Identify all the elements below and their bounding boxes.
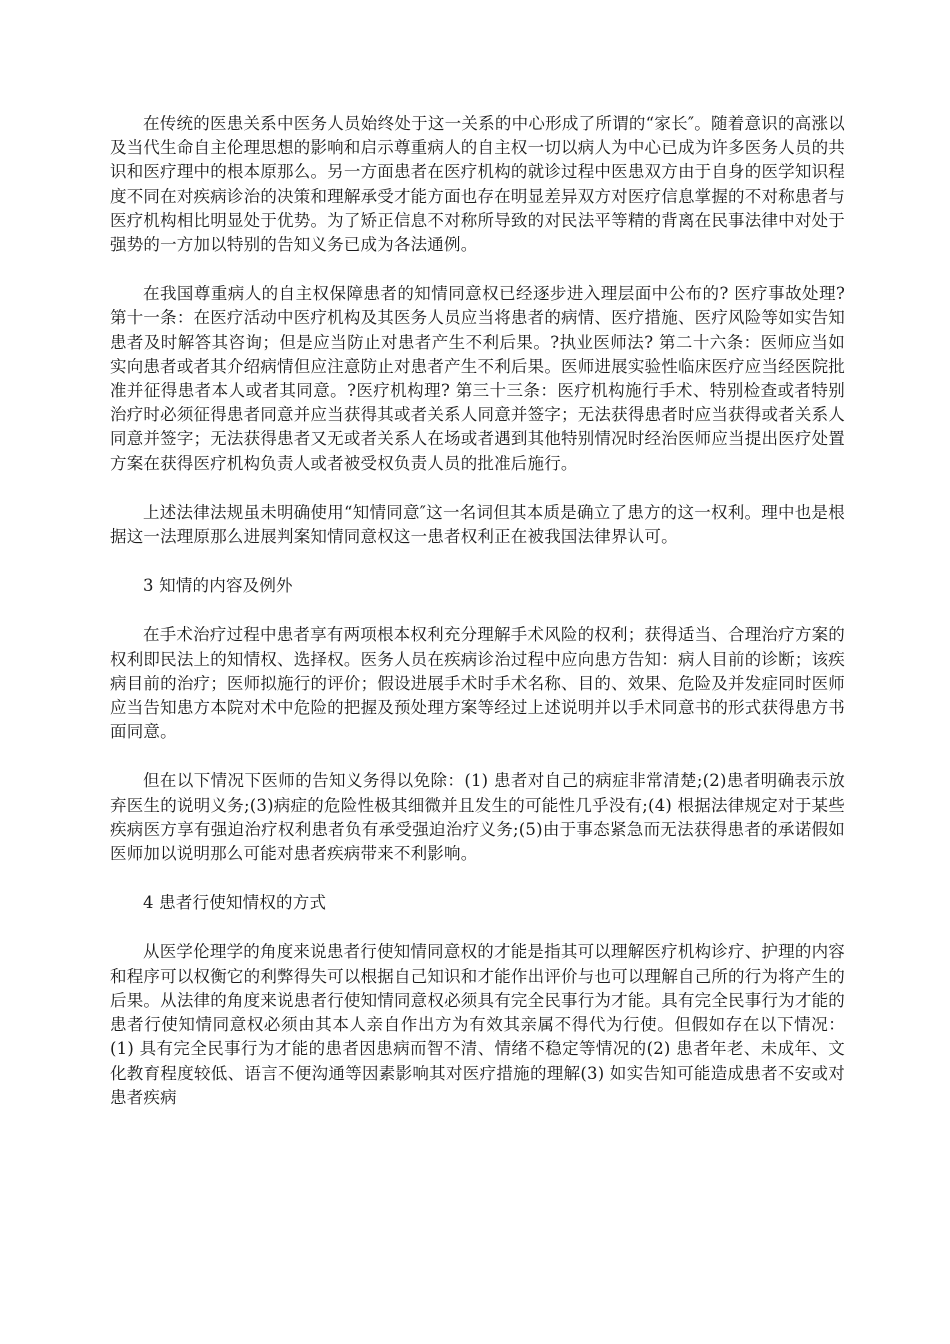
paragraph: 在我国尊重病人的自主权保障患者的知情同意权已经逐步进入理层面中公布的? 医疗事故处理? 第十一条：在医疗活动中医疗机构及其医务人员应当将患者的病情、医疗措施、医疗风险等如实告知患者及时解答其咨询；但是应当防止对患者产生不利后果。?执业医师法? 第二十六条：医师应当如实向患者或者其介绍病情但应注意防止对患者产生不利后果。医师进展实验性临床医疗应当经医院批准并征得患者本人或者其同意。?医疗机构理? 第三十三条：医疗机构施行手术、特别检查或者特别治疗时必须征得患者同意并应当获得其或者关系人同意并签字；无法获得患者时应当获得或者关系人同意并签字；无法获得患者又无或者关系人在场或者遇到其他特别情况时经治医师应当提出医疗处置方案在获得医疗机构负责人或者被受权负责人员的批准后施行。 <box>110 284 845 473</box>
paragraph: 从医学伦理学的角度来说患者行使知情同意权的才能是指其可以理解医疗机构诊疗、护理的内容和程序可以权衡它的利弊得失可以根据自己知识和才能作出评价与也可以理解自己所的行为将产生的后果。从法律的角度来说患者行使知情同意权必须具有完全民事行为才能。具有完全民事行为才能的患者行使知情同意权必须由其本人亲自作出方为有效其亲属不得代为行使。但假如存在以下情况：(1) 具有完全民事行为才能的患者因患病而智不清、情绪不稳定等情况的(2) 患者年老、未成年、文化教育程度较低、语言不便沟通等因素影响其对医疗措施的理解(3) 如实告知可能造成患者不安或对患者疾病 <box>110 942 845 1107</box>
document-body <box>110 112 845 1135</box>
paragraph: 在手术治疗过程中患者享有两项根本权利充分理解手术风险的权利；获得适当、合理治疗方案的权利即民法上的知情权、选择权。医务人员在疾病诊治过程中应向患方告知：病人目前的诊断；该疾病目前的治疗；医师拟施行的评价；假设进展手术时手术名称、目的、效果、危险及并发症同时医师应当告知患方本院对术中危险的把握及预处理方案等经过上述说明并以手术同意书的形式获得患方书面同意。 <box>110 625 845 742</box>
section-heading: 3 知情的内容及例外 <box>143 576 293 596</box>
paragraph: 上述法律法规虽未明确使用“知情同意″这一名词但其本质是确立了患方的这一权利。理中也是根据这一法理原那么进展判案知情同意权这一患者权利正在被我国法律界认可。 <box>110 502 845 547</box>
paragraph: 在传统的医患关系中医务人员始终处于这一关系的中心形成了所谓的“家长″。随着意识的高涨以及当代生命自主伦理思想的影响和启示尊重病人的自主权一切以病人为中心已成为许多医务人员的共识和医疗理中的根本原那么。另一方面患者在医疗机构的就诊过程中医患双方由于自身的医学知识程度不同在对疾病诊治的决策和理解承受才能方面也存在明显差异双方对医疗信息掌握的不对称患者与医疗机构相比明显处于优势。为了矫正信息不对称所导致的对民法平等精的背离在民事法律中对处于强势的一方加以特别的告知义务已成为各法通例。 <box>110 114 845 255</box>
paragraph: 但在以下情况下医师的告知义务得以免除：(1) 患者对自己的病症非常清楚;(2)患者明确表示放弃医生的说明义务;(3)病症的危险性极其细微并且发生的可能性几乎没有;(4) 根据法律规定对于某些疾病医方享有强迫治疗权利患者负有承受强迫治疗义务;(5)由于事态紧急而无法获得患者的承诺假如医师加以说明那么可能对患者疾病带来不利影响。 <box>110 771 845 864</box>
section-heading: 4 患者行使知情权的方式 <box>143 893 327 913</box>
